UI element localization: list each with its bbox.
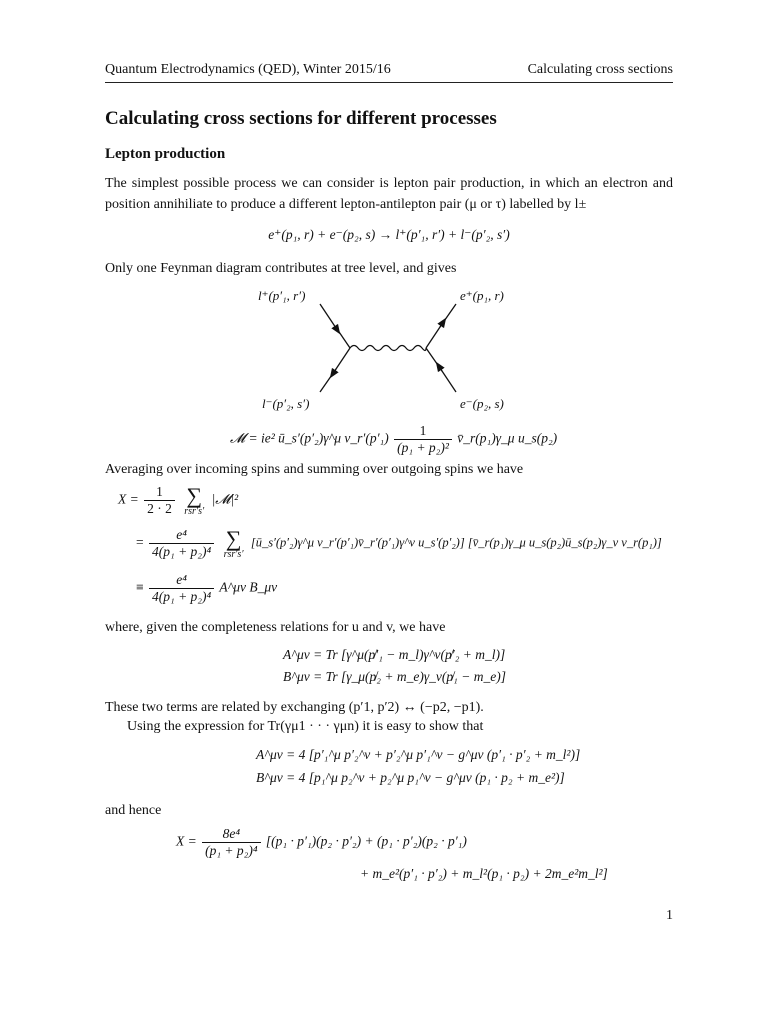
- fermion-line-top-left-seg: [335, 326, 350, 348]
- paragraph-averaging: Averaging over incoming spins and summing over outgoing spins we have: [105, 462, 524, 477]
- fermion-line-bottom-left-seg: [320, 369, 336, 392]
- header-rule: [105, 82, 673, 83]
- sum-subscript: rsr′s′: [184, 505, 205, 517]
- equation-x-line3: [136, 572, 277, 605]
- diagram-label-bottom-left: l⁻(p′₂, s′): [262, 396, 310, 411]
- fermion-line-top-right-seg: [440, 304, 456, 327]
- equation-final-line1: [176, 826, 467, 859]
- amplitude-fraction: [394, 423, 452, 456]
- x-line3-rest: A^μν B_μν: [219, 579, 278, 595]
- final-numerator: 8e⁴: [202, 826, 260, 843]
- sum-subscript: rsr′s′: [223, 548, 244, 560]
- final-fraction: [202, 826, 260, 859]
- running-header-left: Quantum Electrodynamics (QED), Winter 2015/16: [105, 62, 391, 77]
- equation-process: e⁺(p₁, r) + e⁻(p₂, s) → l⁺(p′₁, r′) + l⁻(p′₂, s′): [268, 227, 510, 242]
- sum-symbol: ∑: [186, 482, 203, 508]
- x-line3-eq: ≡: [136, 579, 144, 595]
- paragraph-exchange: These two terms are related by exchanging (p′1, p′2) ↔ (−p2, −p1).: [105, 700, 484, 715]
- x-line1-fraction: [144, 484, 175, 517]
- diagram-label-top-right: e⁺(p₁, r): [460, 288, 504, 303]
- x-line3-fraction: [149, 572, 214, 605]
- paragraph-feynman: Only one Feynman diagram contributes at tree level, and gives: [105, 261, 457, 276]
- equation-x-line2: [136, 527, 662, 560]
- x-line2-sum: [223, 525, 244, 560]
- x-line3-numerator: e⁴: [149, 572, 214, 589]
- amplitude-lhs: 𝓜 = ie² ū_s′(p′₂)γ^μ v_r′(p′₁): [230, 430, 389, 446]
- x-line3-denominator: 4(p₁ + p₂)⁴: [152, 589, 212, 604]
- x-line1-rest: |𝓜|²: [211, 491, 239, 507]
- equation-final-line2: + m_e²(p′₁ · p′₂) + m_l²(p₁ · p₂) + 2m_e²m_l²]: [360, 866, 608, 881]
- amplitude-rhs: v̄_r(p₁)γ_μ u_s(p₂): [457, 430, 558, 446]
- amplitude-numerator: 1: [394, 423, 452, 440]
- equation-a-trace: A^μν = Tr [γ^μ(p̸′₁ − m_l)γ^ν(p̸′₂ + m_l)]: [283, 647, 506, 662]
- equation-b-trace: B^μν = Tr [γ_μ(p̸₂ + m_e)γ_ν(p̸₁ − m_e)]: [283, 669, 506, 684]
- x-line2-denominator: 4(p₁ + p₂)⁴: [152, 544, 212, 559]
- x-line2-fraction: [149, 527, 214, 560]
- equation-b-result: B^μν = 4 [p₁^μ p₂^ν + p₂^μ p₁^ν − g^μν (p₁ · p₂ + m_e²)]: [256, 770, 565, 785]
- paragraph-hence: and hence: [105, 803, 162, 818]
- paragraph-trace-expression: Using the expression for Tr(γμ1 · · · γμn) it is easy to show that: [127, 719, 484, 734]
- photon-propagator: [350, 346, 426, 351]
- x-line2-rest: [ū_s′(p′₂)γ^μ v_r′(p′₁)v̄_r′(p′₁)γ^ν u_s′(p′₂)] [v̄_r(p₁)γ_μ u_s(p₂)ū_s(p₂)γ_ν v_r(p₁)]: [250, 535, 662, 550]
- section-title: Lepton production: [105, 146, 226, 162]
- sum-symbol: ∑: [225, 525, 242, 551]
- fermion-line-bottom-right-seg: [426, 348, 442, 371]
- page-title: Calculating cross sections for different processes: [105, 108, 497, 129]
- x-line2-numerator: e⁴: [149, 527, 214, 544]
- x-line2-eq: =: [136, 534, 144, 550]
- final-line1-rest: [(p₁ · p′₁)(p₂ · p′₂) + (p₁ · p′₂)(p₂ · p′₁): [265, 833, 467, 849]
- page-number: 1: [666, 908, 673, 923]
- diagram-label-top-left: l⁺(p′₁, r′): [258, 288, 306, 303]
- final-lhs: X =: [176, 833, 197, 849]
- x-lhs: X =: [118, 491, 139, 507]
- x-line1-numerator: 1: [144, 484, 175, 501]
- final-denominator: (p₁ + p₂)⁴: [205, 843, 258, 858]
- paragraph-completeness: where, given the completeness relations for u and v, we have: [105, 620, 446, 635]
- equation-a-result: A^μν = 4 [p′₁^μ p′₂^ν + p′₂^μ p′₁^ν − g^μν (p′₁ · p′₂ + m_l²)]: [256, 747, 581, 762]
- x-line1-sum: [184, 482, 205, 517]
- equation-x-line1: [118, 484, 238, 517]
- paragraph-intro: The simplest possible process we can consider is lepton pair production, in which an electron and position annihiliate to produce a different lepton-antilepton pair (μ or τ) labelled by l±: [105, 176, 673, 212]
- x-line1-denominator: 2 · 2: [147, 501, 172, 516]
- running-header: [105, 62, 673, 78]
- running-header-right: Calculating cross sections: [527, 62, 673, 77]
- amplitude-denominator: (p₁ + p₂)²: [397, 440, 449, 455]
- diagram-label-bottom-right: e⁻(p₂, s): [460, 396, 504, 411]
- equation-amplitude: [230, 423, 557, 456]
